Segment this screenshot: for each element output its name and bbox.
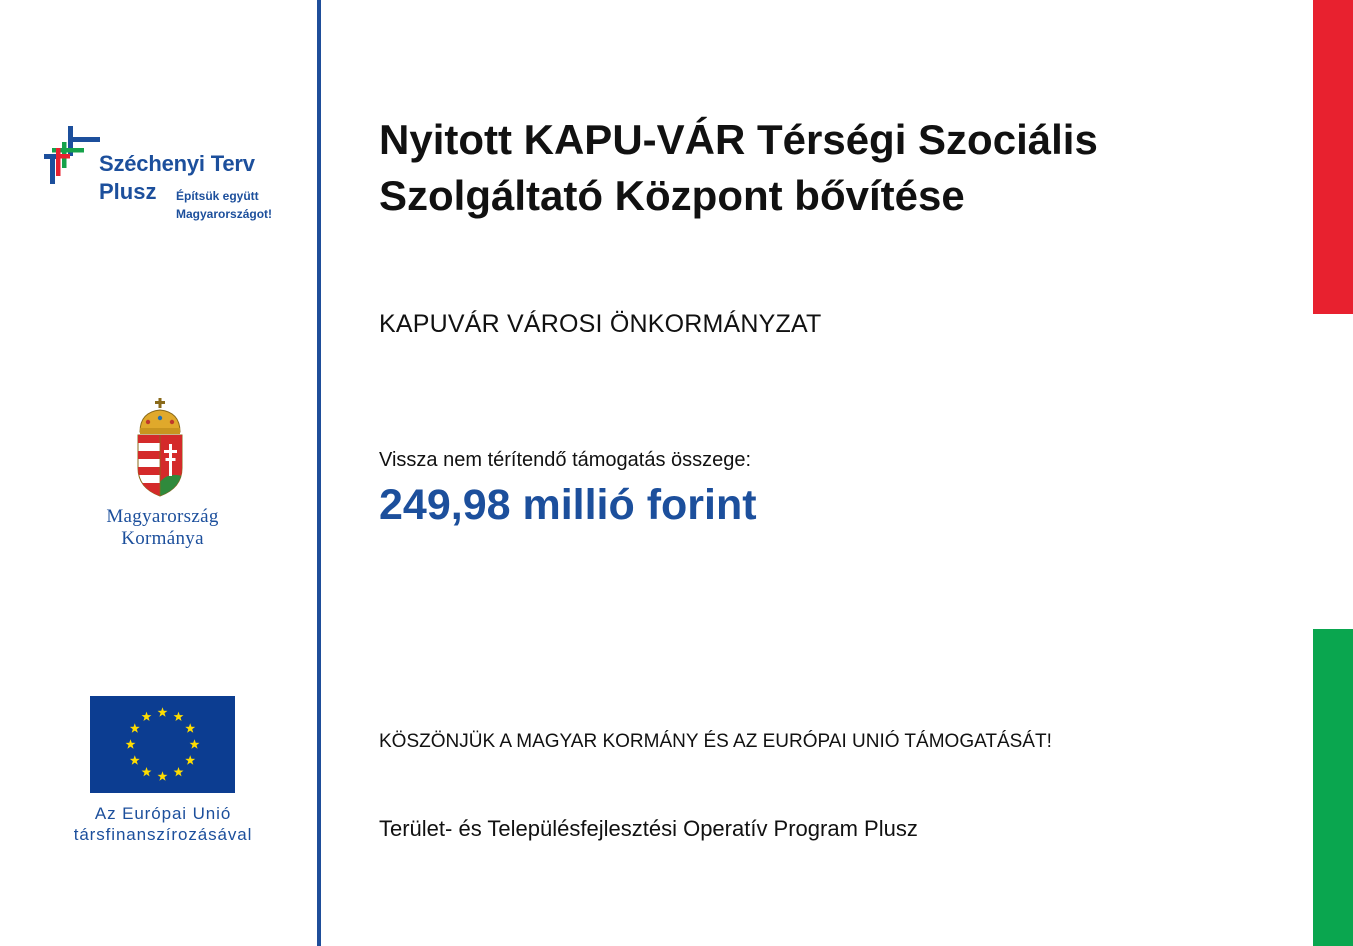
szechenyi-name-line1: Széchenyi Terv: [99, 151, 255, 176]
project-title: [379, 112, 1279, 224]
eu-star-icon: [185, 723, 195, 732]
beneficiary-name: KAPUVÁR VÁROSI ÖNKORMÁNYZAT: [379, 310, 822, 338]
support-label: Vissza nem térítendő támogatás összege:: [379, 449, 752, 471]
eu-star-icon: [185, 755, 195, 764]
project-title-line2: Szolgáltató Központ bővítése: [379, 172, 965, 219]
eu-star-icon: [130, 723, 140, 732]
eu-star-icon: [142, 767, 152, 776]
eu-star-icon: [130, 755, 140, 764]
program-name: Terület- és Településfejlesztési Operatív Program Plusz: [379, 816, 918, 841]
eu-star-icon: [158, 771, 168, 780]
support-amount: 249,98 millió forint: [379, 481, 757, 529]
left-column-divider: [317, 0, 321, 946]
eu-star-icon: [142, 712, 152, 721]
flag-stripe-green: [1313, 629, 1353, 946]
thanks-text: KÖSZÖNJÜK A MAGYAR KORMÁNY ÉS AZ EURÓPAI UNIÓ TÁMOGATÁSÁT!: [379, 731, 1052, 752]
szechenyi-plus: Plusz: [99, 179, 157, 204]
government-line1: Magyarország: [106, 506, 219, 527]
szechenyi-name: [99, 150, 255, 178]
eu-line1: Az Európai Unió: [94, 804, 232, 823]
szechenyi-slogan-line2: Magyarországot!: [176, 207, 273, 221]
eu-star-icon: [174, 712, 184, 721]
eu-star-icon: [190, 739, 200, 748]
government-logo-text: [60, 506, 265, 550]
flag-stripe-red: [1313, 0, 1353, 314]
eu-star-icon: [158, 707, 168, 716]
eu-star-icon: [174, 767, 184, 776]
szechenyi-slogan-line1: Építsük együtt: [176, 189, 259, 203]
hungarian-coat-of-arms-icon: [134, 398, 186, 498]
eu-line2: társfinanszírozásával: [73, 825, 253, 844]
eu-flag-icon: [90, 696, 235, 793]
project-title-line1: Nyitott KAPU-VÁR Térségi Szociális: [379, 116, 1098, 163]
government-line2: Kormánya: [121, 528, 204, 549]
eu-star-icon: [126, 739, 136, 748]
szechenyi-terv-logo: [40, 124, 300, 234]
eu-cofinancing-text: [50, 803, 276, 845]
szechenyi-slogan: [176, 187, 272, 223]
